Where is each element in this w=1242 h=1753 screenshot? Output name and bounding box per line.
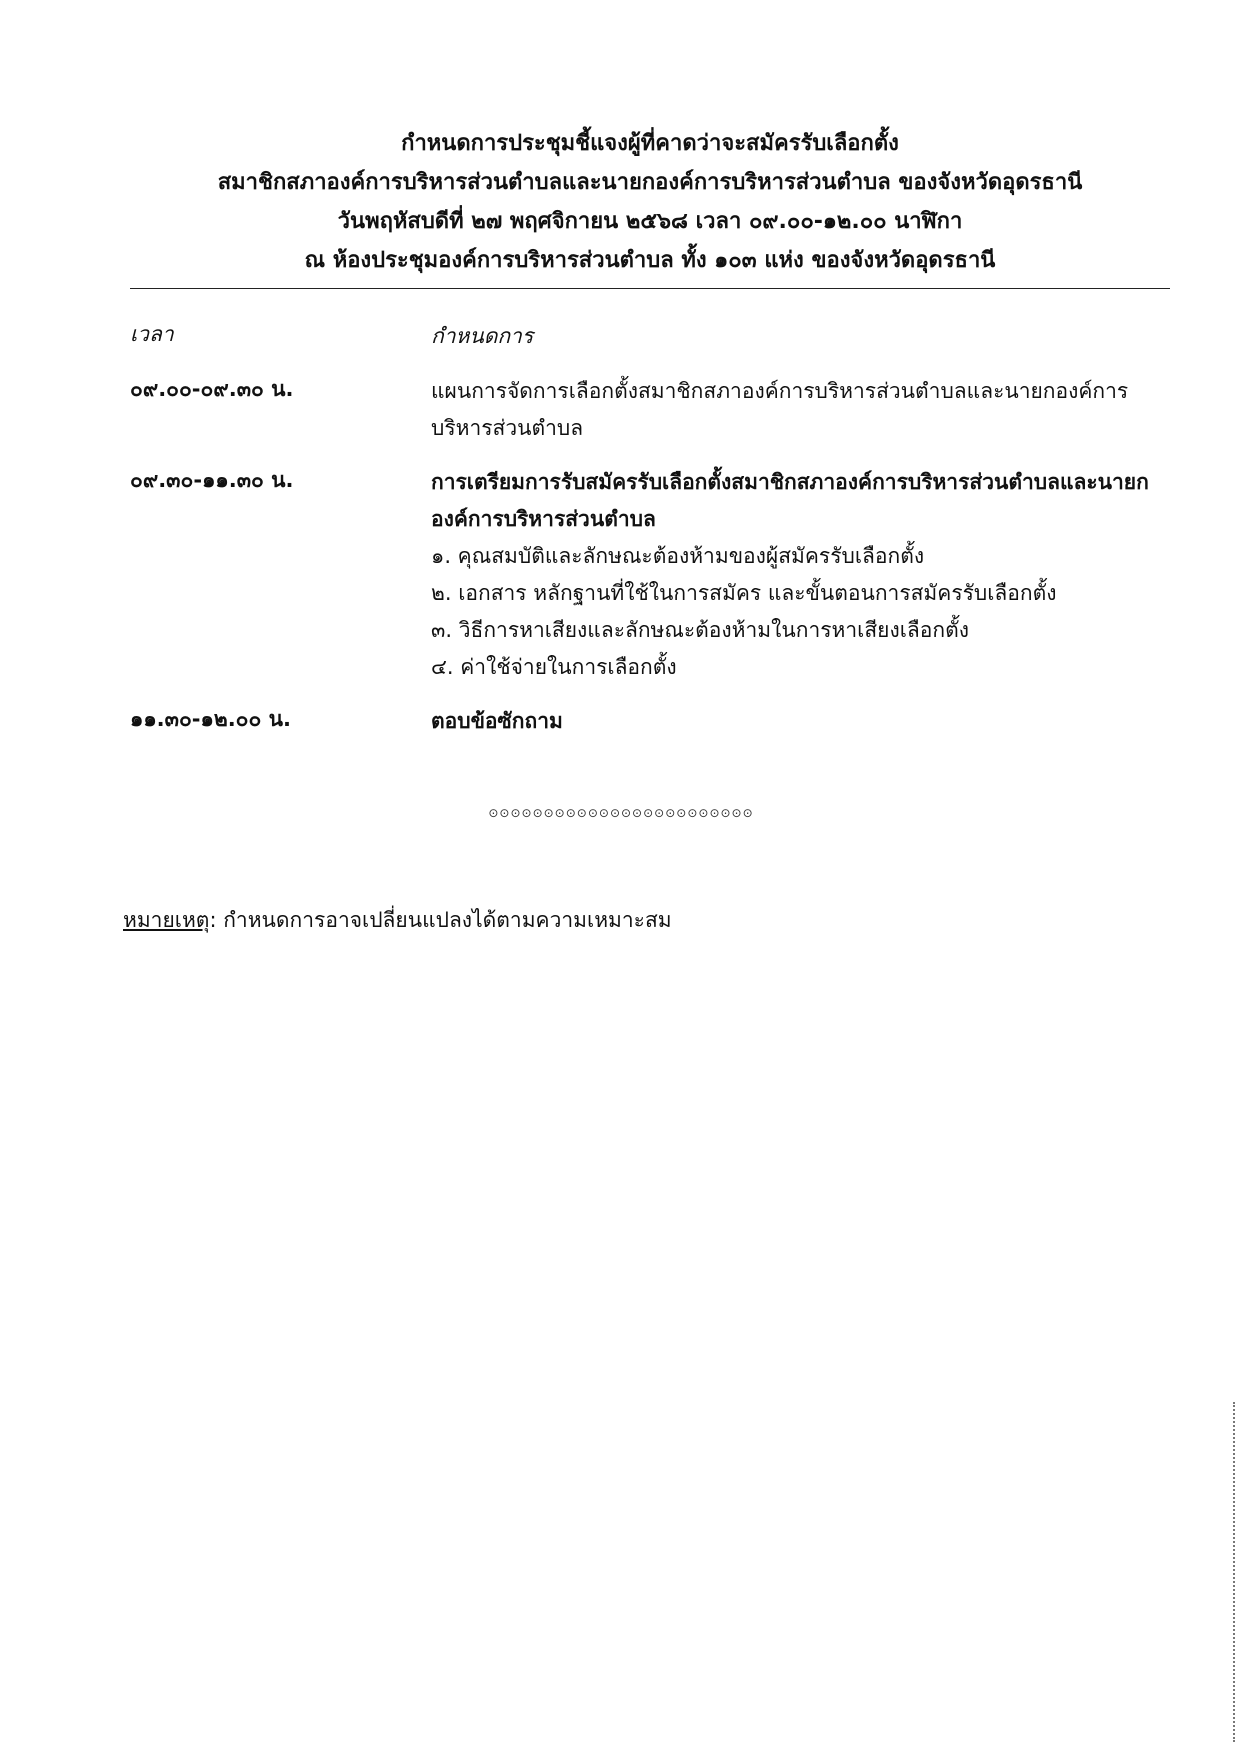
scan-edge-mark: [1233, 1402, 1237, 1742]
schedule-title: ตอบข้อซักถาม: [431, 709, 563, 733]
schedule-time: ๐๙.๓๐-๑๑.๓๐ น.: [130, 468, 294, 492]
schedule-title: แผนการจัดการเลือกตั้งสมาชิกสภาองค์การบริหารส่วนตำบลและนายกองค์การบริหารส่วนตำบล: [431, 379, 1129, 440]
header-rule: [130, 288, 1170, 289]
header-venue: ณ ห้องประชุมองค์การบริหารส่วนตำบล ทั้ง ๑๐๓ แห่ง ของจังหวัดอุดรธานี: [304, 248, 996, 273]
agenda-item: ๓. วิธีการหาเสียงและลักษณะต้องห้ามในการหาเสียงเลือกตั้ง: [431, 618, 969, 642]
footnote: [123, 904, 672, 937]
column-header-agenda: กำหนดการ: [431, 324, 534, 348]
schedule-time: ๐๙.๐๐-๐๙.๓๐ น.: [130, 377, 294, 401]
header-date: วันพฤหัสบดีที่ ๒๗ พฤศจิกายน ๒๕๖๘ เวลา ๐๙.๐๐-๑๒.๐๐ นาฬิกา: [337, 209, 963, 234]
agenda-item: ๒. เอกสาร หลักฐานที่ใช้ในการสมัคร และขั้นตอนการสมัครรับเลือกตั้ง: [431, 581, 1057, 605]
document-header: [130, 124, 1170, 280]
agenda-item: ๑. คุณสมบัติและลักษณะต้องห้ามของผู้สมัครรับเลือกตั้ง: [431, 544, 925, 568]
column-header-time: เวลา: [130, 322, 174, 346]
footnote-label: หมายเหตุ: [123, 908, 210, 932]
schedule-block: [431, 464, 1171, 686]
agenda-item: ๔. ค่าใช้จ่ายในการเลือกตั้ง: [431, 655, 677, 679]
section-divider: ⊙⊙⊙⊙⊙⊙⊙⊙⊙⊙⊙⊙⊙⊙⊙⊙⊙⊙⊙⊙⊙⊙⊙⊙: [488, 806, 754, 820]
header-title: กำหนดการประชุมชี้แจงผู้ที่คาดว่าจะสมัครรับเลือกตั้ง: [401, 131, 899, 156]
footnote-text: : กำหนดการอาจเปลี่ยนแปลงได้ตามความเหมาะสม: [209, 908, 672, 932]
schedule-title: การเตรียมการรับสมัครรับเลือกตั้งสมาชิกสภาองค์การบริหารส่วนตำบลและนายกองค์การบริหารส่วนตำบล: [431, 470, 1149, 531]
schedule-time: ๑๑.๓๐-๑๒.๐๐ น.: [130, 707, 291, 731]
header-subtitle: สมาชิกสภาองค์การบริหารส่วนตำบลและนายกองค์การบริหารส่วนตำบล ของจังหวัดอุดรธานี: [217, 170, 1083, 195]
